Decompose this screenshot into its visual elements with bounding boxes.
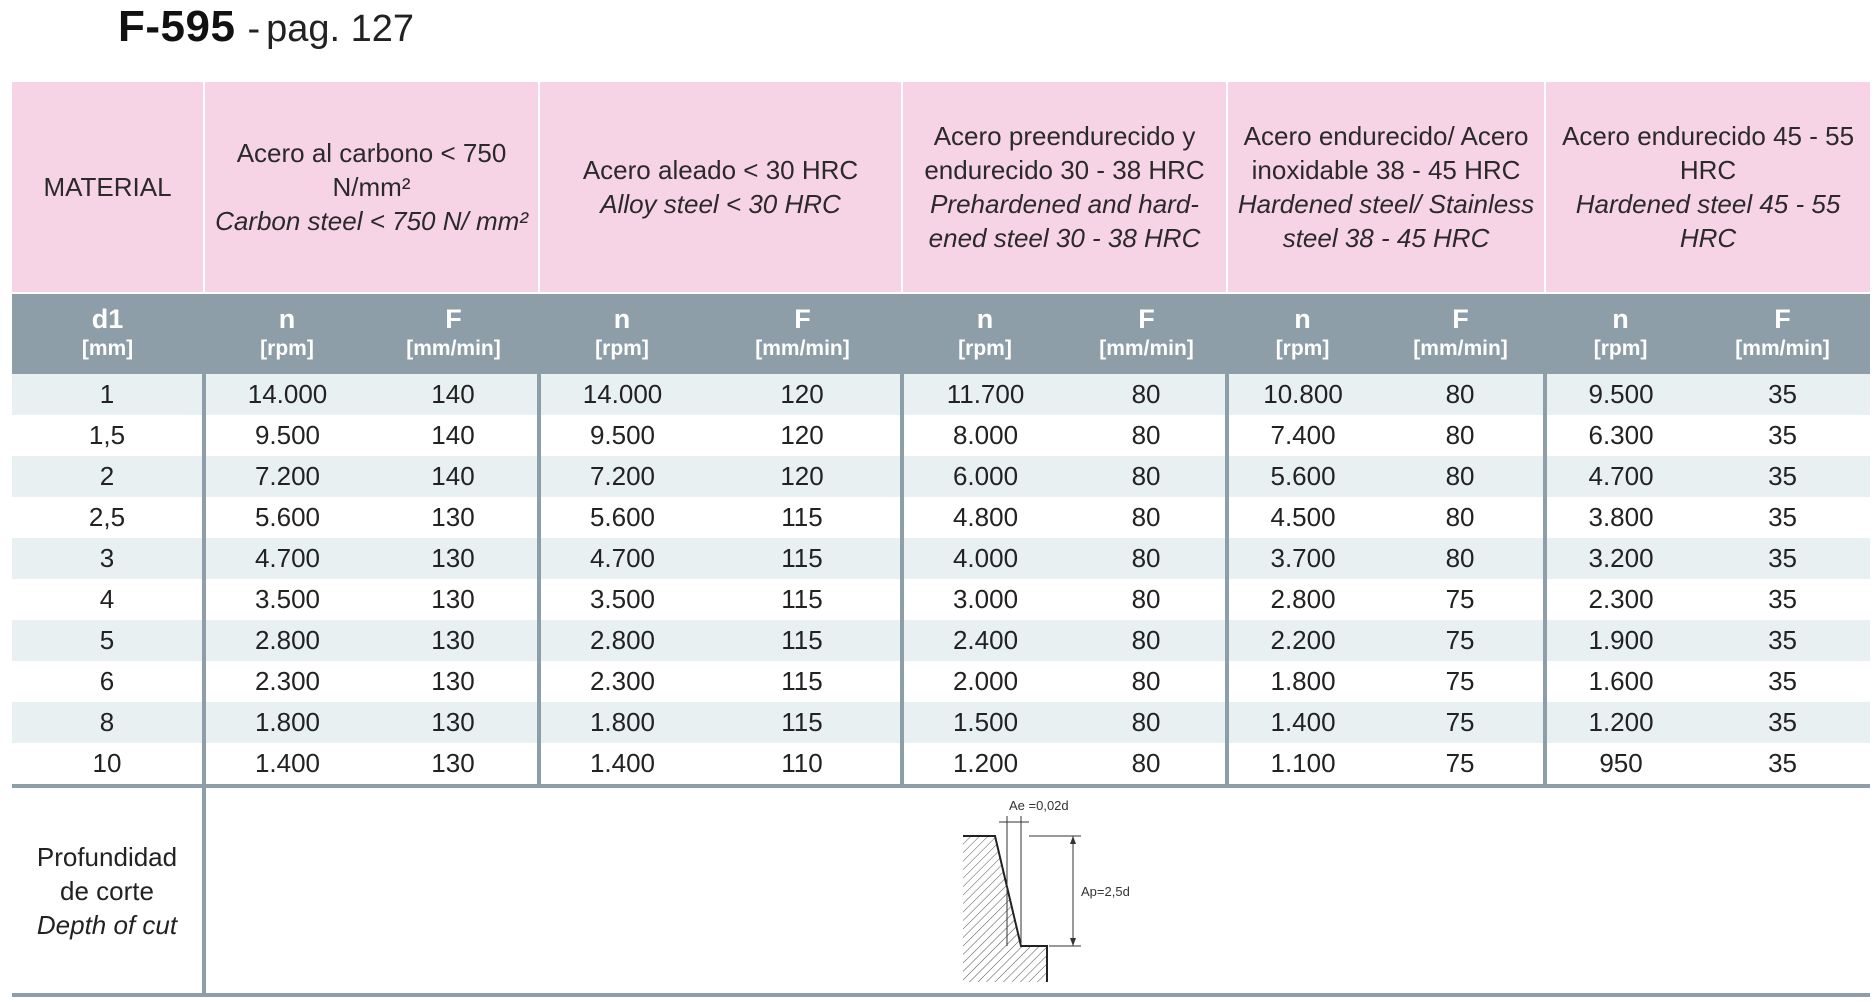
n-cell: 7.400 [1227, 415, 1377, 456]
units-header-row [12, 293, 1870, 374]
n-cell: 3.000 [902, 579, 1067, 620]
n-cell: 10.800 [1227, 374, 1377, 415]
n-cell: 5.600 [204, 497, 369, 538]
n-cell: 9.500 [539, 415, 704, 456]
n-cell: 1.400 [1227, 702, 1377, 743]
depth-of-cut-row [12, 786, 1870, 995]
f-cell: 35 [1695, 579, 1870, 620]
n-header [539, 293, 704, 374]
f-cell: 115 [704, 702, 902, 743]
f-cell: 130 [369, 497, 539, 538]
n-cell: 2.800 [1227, 579, 1377, 620]
n-cell: 4.700 [1545, 456, 1695, 497]
depth-of-cut-label [12, 786, 204, 995]
material-group-es: Acero aleado < 30 HRC [582, 155, 859, 185]
ae-label: Ae =0,02d [1009, 797, 1069, 813]
table-row [12, 620, 1870, 661]
n-cell: 6.300 [1545, 415, 1695, 456]
n-cell: 2.800 [204, 620, 369, 661]
f-cell: 80 [1377, 538, 1545, 579]
f-cell: 80 [1377, 374, 1545, 415]
n-cell: 1.200 [902, 743, 1067, 786]
material-group-en: Prehardened and hard-ened steel 30 - 38 HRC [928, 189, 1201, 253]
f-cell: 80 [1067, 538, 1227, 579]
n-unit: [rpm] [1275, 337, 1330, 360]
d1-cell: 1,5 [12, 415, 204, 456]
n-cell: 3.500 [204, 579, 369, 620]
d1-cell: 8 [12, 702, 204, 743]
d1-cell: 2 [12, 456, 204, 497]
f-cell: 130 [369, 661, 539, 702]
n-cell: 5.600 [1227, 456, 1377, 497]
n-cell: 5.600 [539, 497, 704, 538]
f-header [1377, 293, 1545, 374]
n-cell: 6.000 [902, 456, 1067, 497]
f-cell: 80 [1067, 415, 1227, 456]
n-cell: 4.700 [539, 538, 704, 579]
f-cell: 115 [704, 579, 902, 620]
f-symbol: F [1452, 304, 1469, 334]
f-unit: [mm/min] [1735, 337, 1830, 360]
f-cell: 35 [1695, 538, 1870, 579]
depth-label-en: Depth of cut [36, 909, 178, 940]
table-row [12, 497, 1870, 538]
f-cell: 35 [1695, 497, 1870, 538]
material-label: MATERIAL [12, 82, 204, 293]
table-row [12, 538, 1870, 579]
page-title [118, 2, 414, 60]
f-cell: 80 [1067, 374, 1227, 415]
f-cell: 140 [369, 456, 539, 497]
n-cell: 2.800 [539, 620, 704, 661]
d1-header [12, 293, 204, 374]
table-row [12, 661, 1870, 702]
d1-cell: 1 [12, 374, 204, 415]
n-cell: 4.700 [204, 538, 369, 579]
material-group-2 [539, 82, 902, 293]
f-cell: 115 [704, 661, 902, 702]
material-group-1 [204, 82, 539, 293]
n-unit: [rpm] [595, 337, 649, 360]
n-cell: 3.700 [1227, 538, 1377, 579]
title-separator: - [247, 8, 261, 50]
n-cell: 2.300 [539, 661, 704, 702]
f-cell: 130 [369, 743, 539, 786]
f-cell: 80 [1377, 415, 1545, 456]
ap-arrow-bottom [1070, 938, 1076, 946]
n-cell: 4.000 [902, 538, 1067, 579]
n-symbol: n [278, 304, 296, 334]
n-cell: 8.000 [902, 415, 1067, 456]
f-cell: 35 [1695, 743, 1870, 786]
d1-cell: 5 [12, 620, 204, 661]
n-cell: 1.800 [204, 702, 369, 743]
depth-diagram-cell [204, 786, 1870, 995]
f-symbol: F [1774, 304, 1791, 334]
f-cell: 35 [1695, 661, 1870, 702]
d1-cell: 4 [12, 579, 204, 620]
n-cell: 14.000 [539, 374, 704, 415]
material-header-row [12, 82, 1870, 293]
f-cell: 120 [704, 374, 902, 415]
n-cell: 1.500 [902, 702, 1067, 743]
material-group-es: Acero al carbono < 750 N/mm² [236, 138, 507, 202]
f-cell: 80 [1377, 497, 1545, 538]
f-unit: [mm/min] [406, 337, 501, 360]
material-group-en: Alloy steel < 30 HRC [600, 189, 841, 219]
d1-unit: [mm] [81, 337, 134, 360]
table-row [12, 743, 1870, 786]
material-group-es: Acero preendurecido y endurecido 30 - 38 HRC [924, 121, 1205, 185]
n-cell: 3.800 [1545, 497, 1695, 538]
n-cell: 1.400 [204, 743, 369, 786]
f-cell: 75 [1377, 579, 1545, 620]
n-cell: 1.800 [1227, 661, 1377, 702]
n-header [1227, 293, 1377, 374]
f-header [704, 293, 902, 374]
d1-symbol: d1 [91, 304, 124, 334]
f-cell: 35 [1695, 702, 1870, 743]
d1-cell: 2,5 [12, 497, 204, 538]
n-cell: 3.500 [539, 579, 704, 620]
depth-label-es-2: de corte [60, 875, 154, 906]
f-unit: [mm/min] [755, 337, 850, 360]
f-cell: 80 [1067, 702, 1227, 743]
n-cell: 7.200 [204, 456, 369, 497]
ap-arrow-top [1070, 836, 1076, 844]
f-cell: 115 [704, 620, 902, 661]
f-cell: 35 [1695, 374, 1870, 415]
product-code: F-595 [118, 2, 236, 51]
n-cell: 9.500 [1545, 374, 1695, 415]
f-header [369, 293, 539, 374]
f-cell: 80 [1067, 661, 1227, 702]
n-header [204, 293, 369, 374]
ap-label: Ap=2,5d [1081, 883, 1130, 899]
n-cell: 1.400 [539, 743, 704, 786]
depth-label-es-1: Profundidad [36, 841, 178, 872]
f-cell: 110 [704, 743, 902, 786]
f-cell: 130 [369, 538, 539, 579]
table-row [12, 374, 1870, 415]
n-cell: 2.300 [1545, 579, 1695, 620]
f-cell: 140 [369, 415, 539, 456]
d1-cell: 3 [12, 538, 204, 579]
table-row [12, 456, 1870, 497]
f-unit: [mm/min] [1099, 337, 1194, 360]
n-cell: 14.000 [204, 374, 369, 415]
n-cell: 950 [1545, 743, 1695, 786]
n-symbol: n [1294, 304, 1311, 334]
f-symbol: F [445, 304, 462, 334]
n-cell: 1.600 [1545, 661, 1695, 702]
f-cell: 140 [369, 374, 539, 415]
material-group-es: Acero endurecido/ Acero inoxidable 38 - 45 HRC [1243, 121, 1529, 185]
f-symbol: F [794, 304, 811, 334]
f-cell: 115 [704, 538, 902, 579]
n-header [1545, 293, 1695, 374]
n-cell: 2.400 [902, 620, 1067, 661]
material-group-en: Carbon steel < 750 N/ mm² [215, 206, 528, 236]
n-cell: 1.800 [539, 702, 704, 743]
f-cell: 130 [369, 702, 539, 743]
table-row [12, 579, 1870, 620]
table-row [12, 702, 1870, 743]
f-header [1067, 293, 1227, 374]
n-cell: 9.500 [204, 415, 369, 456]
f-cell: 75 [1377, 620, 1545, 661]
f-symbol: F [1138, 304, 1155, 334]
f-cell: 130 [369, 620, 539, 661]
f-cell: 80 [1067, 743, 1227, 786]
f-header [1695, 293, 1870, 374]
n-unit: [rpm] [260, 337, 314, 360]
n-cell: 1.100 [1227, 743, 1377, 786]
material-group-es: Acero endurecido 45 - 55 HRC [1562, 121, 1855, 185]
f-cell: 130 [369, 579, 539, 620]
d1-cell: 10 [12, 743, 204, 786]
n-symbol: n [1612, 304, 1629, 334]
n-cell: 4.800 [902, 497, 1067, 538]
n-unit: [rpm] [1593, 337, 1648, 360]
material-group-en: Hardened steel/ Stainless steel 38 - 45 HRC [1237, 189, 1535, 253]
f-cell: 80 [1067, 497, 1227, 538]
f-cell: 75 [1377, 702, 1545, 743]
n-cell: 2.000 [902, 661, 1067, 702]
f-cell: 35 [1695, 620, 1870, 661]
n-cell: 7.200 [539, 456, 704, 497]
n-cell: 1.900 [1545, 620, 1695, 661]
f-cell: 80 [1067, 620, 1227, 661]
f-cell: 115 [704, 497, 902, 538]
f-cell: 80 [1377, 456, 1545, 497]
table-row [12, 415, 1870, 456]
n-cell: 11.700 [902, 374, 1067, 415]
n-cell: 2.300 [204, 661, 369, 702]
f-cell: 120 [704, 456, 902, 497]
n-symbol: n [976, 304, 994, 334]
f-cell: 75 [1377, 743, 1545, 786]
f-cell: 75 [1377, 661, 1545, 702]
cutting-data-table [12, 82, 1870, 997]
f-cell: 35 [1695, 456, 1870, 497]
f-cell: 120 [704, 415, 902, 456]
n-symbol: n [613, 304, 631, 334]
n-cell: 3.200 [1545, 538, 1695, 579]
n-header [902, 293, 1067, 374]
n-cell: 2.200 [1227, 620, 1377, 661]
f-cell: 80 [1067, 456, 1227, 497]
workpiece-hatch [963, 836, 1047, 982]
depth-of-cut-diagram [943, 796, 1133, 986]
n-cell: 4.500 [1227, 497, 1377, 538]
material-group-5 [1545, 82, 1870, 293]
n-cell: 1.200 [1545, 702, 1695, 743]
d1-cell: 6 [12, 661, 204, 702]
material-group-4 [1227, 82, 1545, 293]
n-unit: [rpm] [958, 337, 1012, 360]
page-reference: pag. 127 [266, 8, 415, 50]
material-group-en: Hardened steel 45 - 55 HRC [1575, 189, 1841, 253]
f-cell: 35 [1695, 415, 1870, 456]
f-cell: 80 [1067, 579, 1227, 620]
material-group-3 [902, 82, 1227, 293]
f-unit: [mm/min] [1413, 337, 1508, 360]
